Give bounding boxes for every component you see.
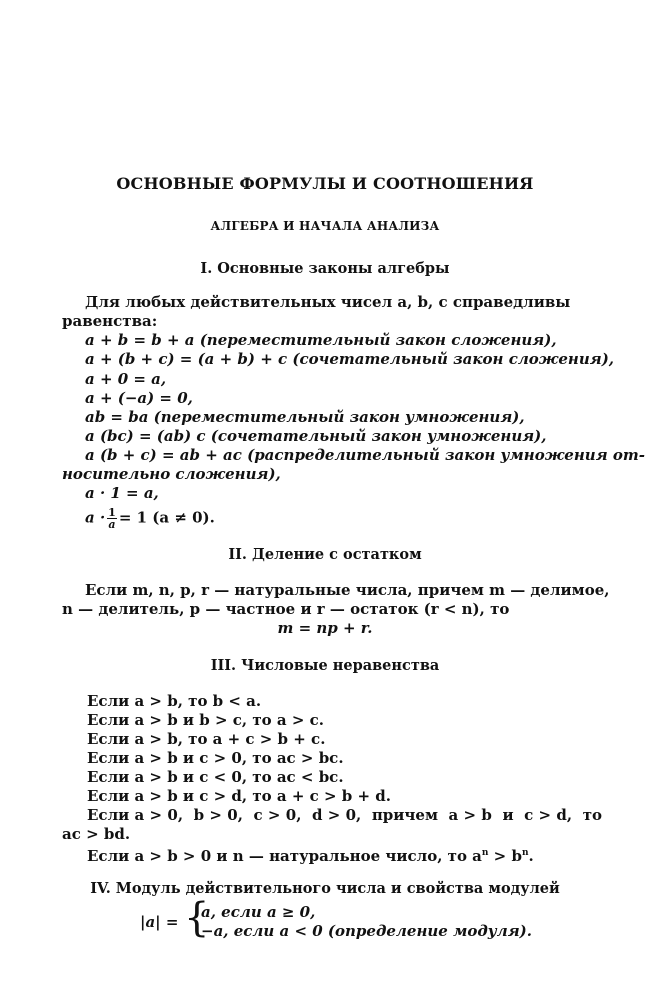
- formula-8: a · 1 = a,: [85, 484, 159, 502]
- fraction-denominator: a: [108, 518, 116, 531]
- formula-6-note: (сочетательный закон умножения),: [210, 427, 547, 445]
- s3-line-8: ac > bd.: [62, 825, 131, 843]
- section-3-title: III. Числовые неравенства: [210, 657, 440, 674]
- formula-5-note: (переместительный закон умножения),: [153, 408, 525, 426]
- modulus-case-1: a, если a ≥ 0,: [201, 903, 316, 921]
- fraction-numerator: 1: [108, 506, 116, 519]
- s3-exponent-2: n: [521, 848, 529, 858]
- s3-line-7: Если a > 0, b > 0, c > 0, d > 0, причем a > b и c > d, то: [87, 806, 602, 824]
- s3-line-9: [87, 844, 534, 865]
- s3-line-1: Если a > b, то b < a.: [87, 692, 262, 710]
- subtitle: АЛГЕБРА И НАЧАЛА АНАЛИЗА: [210, 219, 440, 233]
- modulus-case-2-math: −a, если a < 0: [201, 922, 323, 940]
- formula-7-continuation: носительно сложения),: [62, 465, 281, 483]
- s3-line-3: Если a > b, то a + c > b + c.: [87, 730, 326, 748]
- formula-5-math: ab = ba: [85, 408, 149, 426]
- s2-formula: m = np + r.: [277, 619, 373, 637]
- formula-7: [85, 446, 645, 464]
- s1-intro-line-2: равенства:: [62, 312, 158, 330]
- formula-2: [85, 350, 614, 368]
- s1-intro-line-1: Для любых действительных чисел a, b, c справедливы: [85, 293, 571, 311]
- section-1-title: I. Основные законы алгебры: [200, 260, 450, 277]
- s3-line-9-pre: Если a > b > 0 и n — натуральное число, то a: [87, 847, 482, 865]
- s2-line-1: Если m, n, p, r — натуральные числа, причем m — делимое,: [85, 581, 610, 599]
- section-2-title: II. Деление с остатком: [228, 546, 422, 563]
- formula-3: a + 0 = a,: [85, 370, 167, 388]
- section-4-title: IV. Модуль действительного числа и свойства модулей: [90, 880, 560, 897]
- s3-line-2: Если a > b и b > c, то a > c.: [87, 711, 324, 729]
- formula-7-note: (распределительный закон умножения от-: [247, 446, 645, 464]
- s3-line-4: Если a > b и c > 0, то ac > bc.: [87, 749, 344, 767]
- s3-line-9-end: .: [528, 847, 534, 865]
- formula-9: [85, 507, 215, 530]
- formula-1: [85, 331, 557, 349]
- formula-1-math: a + b = b + a: [85, 331, 195, 349]
- s3-line-9-mid: > b: [488, 847, 522, 865]
- s3-line-5: Если a > b и c < 0, то ac < bc.: [87, 768, 344, 786]
- s3-exponent-1: n: [481, 848, 489, 858]
- formula-9-pre: a ·: [85, 508, 106, 527]
- formula-6-math: a (bc) = (ab) c: [85, 427, 206, 445]
- formula-2-note: (сочетательный закон сложения),: [292, 350, 615, 368]
- formula-5: [85, 408, 525, 426]
- s3-line-6: Если a > b и c > d, то a + c > b + d.: [87, 787, 391, 805]
- formula-4: a + (−a) = 0,: [85, 389, 193, 407]
- formula-9-fraction: [107, 507, 117, 530]
- main-title: ОСНОВНЫЕ ФОРМУЛЫ И СООТНОШЕНИЯ: [116, 174, 534, 193]
- formula-6: [85, 427, 546, 445]
- modulus-case-2-note: (определение модуля).: [327, 922, 532, 940]
- formula-2-math: a + (b + c) = (a + b) + c: [85, 350, 288, 368]
- formula-9-post: = 1 (a ≠ 0).: [118, 508, 215, 527]
- modulus-lhs: |a| =: [140, 913, 179, 931]
- formula-7-math: a (b + c) = ab + ac: [85, 446, 242, 464]
- modulus-case-2: [201, 922, 532, 940]
- formula-1-note: (переместительный закон сложения),: [199, 331, 557, 349]
- s2-line-2: n — делитель, p — частное и r — остаток (r < n), то: [62, 600, 510, 618]
- left-brace-icon: {: [184, 895, 210, 941]
